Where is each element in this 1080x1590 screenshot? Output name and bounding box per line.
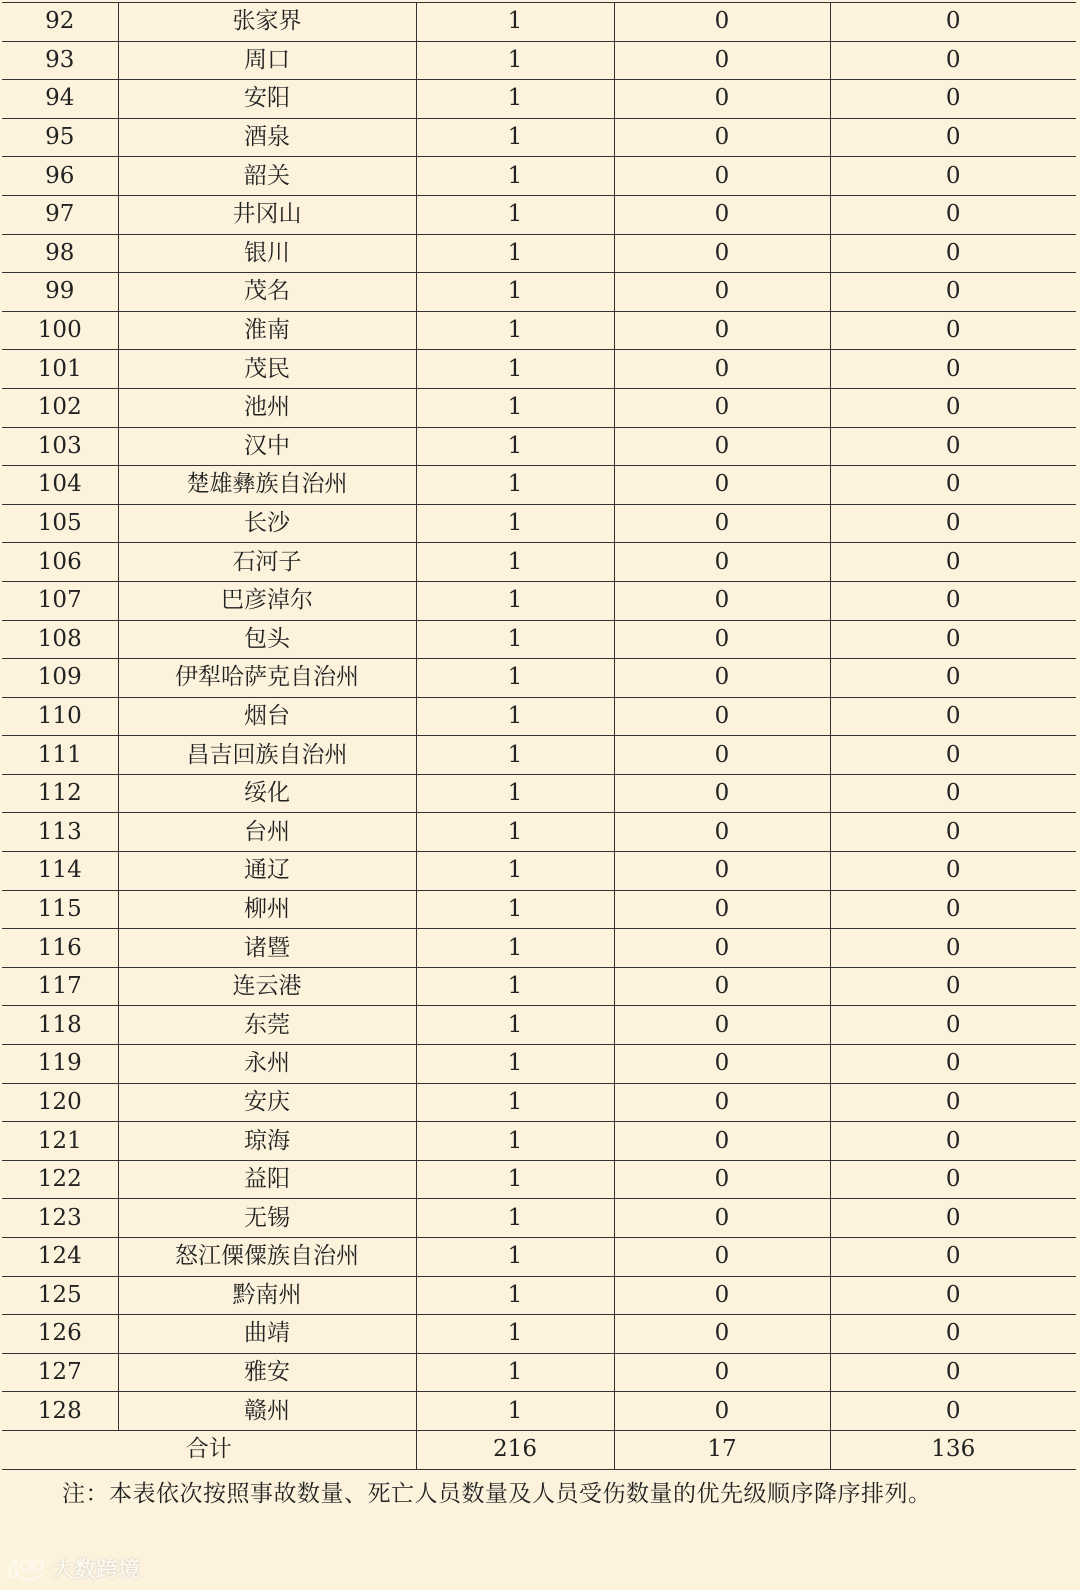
table-row: [2, 929, 1076, 968]
deaths-cell: 0: [614, 466, 830, 505]
accidents-cell: 1: [416, 1083, 614, 1122]
injuries-cell: 0: [830, 890, 1076, 929]
deaths-cell: 0: [614, 1083, 830, 1122]
city-cell: 酒泉: [118, 118, 416, 157]
city-cell: 安阳: [118, 80, 416, 119]
deaths-cell: 0: [614, 581, 830, 620]
watermark-text: 大数跨境: [52, 1558, 141, 1583]
rank-cell: 100: [2, 311, 118, 350]
rank-cell: 109: [2, 659, 118, 698]
rank-cell: 116: [2, 929, 118, 968]
accidents-cell: 1: [416, 659, 614, 698]
injuries-cell: 0: [830, 1045, 1076, 1084]
injuries-cell: 0: [830, 41, 1076, 80]
accidents-cell: 1: [416, 195, 614, 234]
table-row: [2, 388, 1076, 427]
table-body: [2, 3, 1076, 1431]
table-row: [2, 967, 1076, 1006]
deaths-cell: 0: [614, 118, 830, 157]
rank-cell: 103: [2, 427, 118, 466]
accident-table: [2, 2, 1076, 1470]
accidents-cell: 1: [416, 3, 614, 42]
rank-cell: 96: [2, 157, 118, 196]
accidents-cell: 1: [416, 1122, 614, 1161]
injuries-cell: 0: [830, 1122, 1076, 1161]
injuries-cell: 0: [830, 1199, 1076, 1238]
accidents-cell: 1: [416, 273, 614, 312]
table-row: [2, 581, 1076, 620]
rank-cell: 118: [2, 1006, 118, 1045]
total-accidents: 216: [416, 1430, 614, 1469]
deaths-cell: 0: [614, 234, 830, 273]
table-row: [2, 620, 1076, 659]
accidents-cell: 1: [416, 967, 614, 1006]
bigdata-logo-icon: [6, 1555, 48, 1583]
accidents-cell: 1: [416, 736, 614, 775]
table-row: [2, 311, 1076, 350]
rank-cell: 126: [2, 1315, 118, 1354]
table-row: [2, 543, 1076, 582]
city-cell: 绥化: [118, 774, 416, 813]
rank-cell: 120: [2, 1083, 118, 1122]
rank-cell: 111: [2, 736, 118, 775]
deaths-cell: 0: [614, 1353, 830, 1392]
rank-cell: 114: [2, 852, 118, 891]
table-row: [2, 697, 1076, 736]
deaths-cell: 0: [614, 1392, 830, 1431]
injuries-cell: 0: [830, 1276, 1076, 1315]
rank-cell: 108: [2, 620, 118, 659]
injuries-cell: 0: [830, 697, 1076, 736]
city-cell: 张家界: [118, 3, 416, 42]
accidents-cell: 1: [416, 929, 614, 968]
city-cell: 韶关: [118, 157, 416, 196]
accidents-cell: 1: [416, 852, 614, 891]
total-deaths: 17: [614, 1430, 830, 1469]
rank-cell: 97: [2, 195, 118, 234]
city-cell: 雅安: [118, 1353, 416, 1392]
rank-cell: 117: [2, 967, 118, 1006]
table-row: [2, 427, 1076, 466]
injuries-cell: 0: [830, 659, 1076, 698]
accidents-cell: 1: [416, 118, 614, 157]
table-row: [2, 774, 1076, 813]
rank-cell: 107: [2, 581, 118, 620]
injuries-cell: 0: [830, 466, 1076, 505]
injuries-cell: 0: [830, 350, 1076, 389]
city-cell: 井冈山: [118, 195, 416, 234]
table-row: [2, 157, 1076, 196]
table-row: [2, 1006, 1076, 1045]
accidents-cell: 1: [416, 157, 614, 196]
injuries-cell: 0: [830, 3, 1076, 42]
injuries-cell: 0: [830, 967, 1076, 1006]
accidents-cell: 1: [416, 890, 614, 929]
deaths-cell: 0: [614, 350, 830, 389]
table-row: [2, 736, 1076, 775]
deaths-cell: 0: [614, 620, 830, 659]
city-cell: 东莞: [118, 1006, 416, 1045]
injuries-cell: 0: [830, 311, 1076, 350]
table-row: [2, 80, 1076, 119]
city-cell: 无锡: [118, 1199, 416, 1238]
injuries-cell: 0: [830, 1083, 1076, 1122]
deaths-cell: 0: [614, 774, 830, 813]
injuries-cell: 0: [830, 118, 1076, 157]
city-cell: 楚雄彝族自治州: [118, 466, 416, 505]
injuries-cell: 0: [830, 388, 1076, 427]
deaths-cell: 0: [614, 388, 830, 427]
accidents-cell: 1: [416, 1006, 614, 1045]
injuries-cell: 0: [830, 427, 1076, 466]
rank-cell: 112: [2, 774, 118, 813]
accidents-cell: 1: [416, 1238, 614, 1277]
city-cell: 安庆: [118, 1083, 416, 1122]
city-cell: 银川: [118, 234, 416, 273]
accidents-cell: 1: [416, 697, 614, 736]
rank-cell: 119: [2, 1045, 118, 1084]
city-cell: 伊犁哈萨克自治州: [118, 659, 416, 698]
city-cell: 包头: [118, 620, 416, 659]
table-row: [2, 1045, 1076, 1084]
accidents-cell: 1: [416, 466, 614, 505]
table-row: [2, 659, 1076, 698]
deaths-cell: 0: [614, 890, 830, 929]
total-label: 合计: [2, 1430, 416, 1469]
city-cell: 黔南州: [118, 1276, 416, 1315]
rank-cell: 123: [2, 1199, 118, 1238]
deaths-cell: 0: [614, 1199, 830, 1238]
city-cell: 台州: [118, 813, 416, 852]
accidents-cell: 1: [416, 80, 614, 119]
injuries-cell: 0: [830, 1006, 1076, 1045]
table-row: [2, 1392, 1076, 1431]
city-cell: 诸暨: [118, 929, 416, 968]
accidents-cell: 1: [416, 774, 614, 813]
table-row: [2, 466, 1076, 505]
table-row: [2, 195, 1076, 234]
deaths-cell: 0: [614, 1238, 830, 1277]
deaths-cell: 0: [614, 697, 830, 736]
rank-cell: 105: [2, 504, 118, 543]
city-cell: 石河子: [118, 543, 416, 582]
table-row: [2, 3, 1076, 42]
injuries-cell: 0: [830, 273, 1076, 312]
city-cell: 怒江傈僳族自治州: [118, 1238, 416, 1277]
rank-cell: 128: [2, 1392, 118, 1431]
deaths-cell: 0: [614, 967, 830, 1006]
injuries-cell: 0: [830, 80, 1076, 119]
injuries-cell: 0: [830, 195, 1076, 234]
deaths-cell: 0: [614, 659, 830, 698]
rank-cell: 98: [2, 234, 118, 273]
table-row: [2, 1315, 1076, 1354]
table-row: [2, 41, 1076, 80]
city-cell: 茂名: [118, 273, 416, 312]
rank-cell: 125: [2, 1276, 118, 1315]
city-cell: 淮南: [118, 311, 416, 350]
injuries-cell: 0: [830, 852, 1076, 891]
accidents-cell: 1: [416, 350, 614, 389]
injuries-cell: 0: [830, 543, 1076, 582]
injuries-cell: 0: [830, 1353, 1076, 1392]
injuries-cell: 0: [830, 813, 1076, 852]
deaths-cell: 0: [614, 736, 830, 775]
city-cell: 昌吉回族自治州: [118, 736, 416, 775]
deaths-cell: 0: [614, 195, 830, 234]
rank-cell: 110: [2, 697, 118, 736]
city-cell: 柳州: [118, 890, 416, 929]
table-row: [2, 1083, 1076, 1122]
injuries-cell: 0: [830, 234, 1076, 273]
table-row: [2, 1160, 1076, 1199]
rank-cell: 92: [2, 3, 118, 42]
deaths-cell: 0: [614, 1315, 830, 1354]
rank-cell: 115: [2, 890, 118, 929]
rank-cell: 124: [2, 1238, 118, 1277]
accidents-cell: 1: [416, 41, 614, 80]
accidents-cell: 1: [416, 813, 614, 852]
city-cell: 琼海: [118, 1122, 416, 1161]
rank-cell: 122: [2, 1160, 118, 1199]
rank-cell: 95: [2, 118, 118, 157]
injuries-cell: 0: [830, 504, 1076, 543]
table-row: [2, 1353, 1076, 1392]
accidents-cell: 1: [416, 1315, 614, 1354]
rank-cell: 127: [2, 1353, 118, 1392]
injuries-cell: 0: [830, 774, 1076, 813]
accidents-cell: 1: [416, 504, 614, 543]
table-row: [2, 1276, 1076, 1315]
deaths-cell: 0: [614, 543, 830, 582]
accidents-cell: 1: [416, 581, 614, 620]
accidents-cell: 1: [416, 543, 614, 582]
deaths-cell: 0: [614, 157, 830, 196]
table-row: [2, 1199, 1076, 1238]
table-row: [2, 852, 1076, 891]
table-row: [2, 813, 1076, 852]
city-cell: 永州: [118, 1045, 416, 1084]
deaths-cell: 0: [614, 813, 830, 852]
deaths-cell: 0: [614, 1122, 830, 1161]
city-cell: 周口: [118, 41, 416, 80]
deaths-cell: 0: [614, 273, 830, 312]
rank-cell: 99: [2, 273, 118, 312]
deaths-cell: 0: [614, 311, 830, 350]
city-cell: 连云港: [118, 967, 416, 1006]
table-row: [2, 1122, 1076, 1161]
rank-cell: 104: [2, 466, 118, 505]
rank-cell: 113: [2, 813, 118, 852]
accidents-cell: 1: [416, 1353, 614, 1392]
injuries-cell: 0: [830, 1315, 1076, 1354]
city-cell: 池州: [118, 388, 416, 427]
deaths-cell: 0: [614, 80, 830, 119]
city-cell: 益阳: [118, 1160, 416, 1199]
deaths-cell: 0: [614, 41, 830, 80]
rank-cell: 94: [2, 80, 118, 119]
accidents-cell: 1: [416, 427, 614, 466]
table-note: 注：本表依次按照事故数量、死亡人员数量及人员受伤数量的优先级顺序降序排列。: [62, 1481, 932, 1507]
total-row: [2, 1430, 1076, 1469]
city-cell: 通辽: [118, 852, 416, 891]
city-cell: 汉中: [118, 427, 416, 466]
table-row: [2, 890, 1076, 929]
injuries-cell: 0: [830, 157, 1076, 196]
total-injuries: 136: [830, 1430, 1076, 1469]
accidents-cell: 1: [416, 234, 614, 273]
injuries-cell: 0: [830, 929, 1076, 968]
city-cell: 烟台: [118, 697, 416, 736]
rank-cell: 102: [2, 388, 118, 427]
injuries-cell: 0: [830, 581, 1076, 620]
deaths-cell: 0: [614, 427, 830, 466]
deaths-cell: 0: [614, 929, 830, 968]
injuries-cell: 0: [830, 1238, 1076, 1277]
accidents-cell: 1: [416, 1045, 614, 1084]
table-row: [2, 350, 1076, 389]
deaths-cell: 0: [614, 1160, 830, 1199]
injuries-cell: 0: [830, 736, 1076, 775]
accidents-cell: 1: [416, 1199, 614, 1238]
injuries-cell: 0: [830, 1160, 1076, 1199]
deaths-cell: 0: [614, 3, 830, 42]
rank-cell: 106: [2, 543, 118, 582]
accidents-cell: 1: [416, 1160, 614, 1199]
city-cell: 赣州: [118, 1392, 416, 1431]
accidents-cell: 1: [416, 311, 614, 350]
deaths-cell: 0: [614, 504, 830, 543]
injuries-cell: 0: [830, 620, 1076, 659]
city-cell: 茂民: [118, 350, 416, 389]
table-row: [2, 234, 1076, 273]
rank-cell: 101: [2, 350, 118, 389]
accidents-cell: 1: [416, 620, 614, 659]
accidents-cell: 1: [416, 388, 614, 427]
city-cell: 长沙: [118, 504, 416, 543]
rank-cell: 121: [2, 1122, 118, 1161]
table-row: [2, 118, 1076, 157]
accidents-cell: 1: [416, 1392, 614, 1431]
accidents-cell: 1: [416, 1276, 614, 1315]
table-row: [2, 1238, 1076, 1277]
city-cell: 曲靖: [118, 1315, 416, 1354]
table-row: [2, 504, 1076, 543]
rank-cell: 93: [2, 41, 118, 80]
injuries-cell: 0: [830, 1392, 1076, 1431]
watermark: [6, 1553, 140, 1584]
deaths-cell: 0: [614, 1276, 830, 1315]
deaths-cell: 0: [614, 852, 830, 891]
deaths-cell: 0: [614, 1006, 830, 1045]
table-row: [2, 273, 1076, 312]
deaths-cell: 0: [614, 1045, 830, 1084]
city-cell: 巴彦淖尔: [118, 581, 416, 620]
